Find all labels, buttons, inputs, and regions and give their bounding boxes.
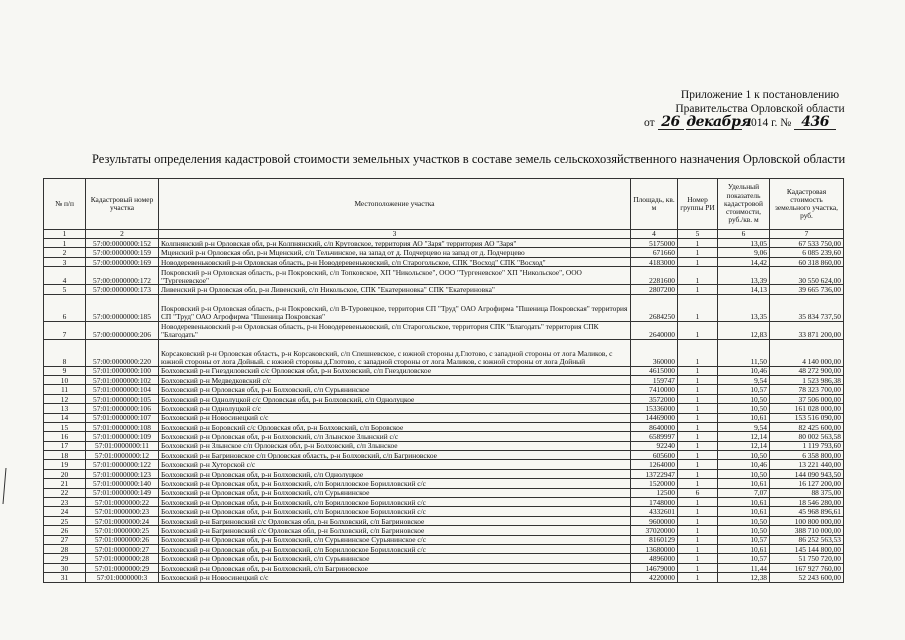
ri-group: 6 [678, 488, 718, 497]
cadastral-number: 57:01:0000000:109 [86, 432, 159, 441]
location: Покровский р-н Орловская область, р-н Покровский, с/п В-Туровецкое, территория СП "Труд" ОАО Агрофирма "Пшеница Покровская" территория СП "Труд" ОАО Агрофирма "Пшеница Покровская" [159, 294, 631, 321]
area: 37020000 [631, 526, 678, 535]
cadastral-cost: 39 665 736,00 [770, 285, 844, 294]
unit-cost: 10,46 [718, 366, 770, 375]
location: Болховский р-н Новосинецкий с/с [159, 573, 631, 582]
header-cell: Местоположение участка [159, 179, 631, 230]
row-number: 23 [44, 498, 86, 507]
cadastral-number: 57:01:0000000:11 [86, 441, 159, 450]
table-row [44, 563, 844, 572]
cadastral-number: 57:01:0000000:108 [86, 422, 159, 431]
cadastral-cost: 100 800 000,00 [770, 516, 844, 525]
area: 7410000 [631, 385, 678, 394]
location: Болховский р-н Медведковский с/с [159, 375, 631, 384]
cadastral-cost: 153 516 090,00 [770, 413, 844, 422]
cadastral-number: 57:01:0000000:26 [86, 535, 159, 544]
area: 360000 [631, 339, 678, 366]
location: Колпнянский р-н Орловская обл, р-н Колпнянский, с/п Крутовское, территория АО "Заря" территория АО "Заря" [159, 239, 631, 248]
table-row [44, 339, 844, 366]
unit-cost: 9,54 [718, 422, 770, 431]
column-number-row [44, 230, 844, 239]
row-number: 17 [44, 441, 86, 450]
column-number: 4 [631, 230, 678, 239]
location: Болховский р-н Хуторской с/с [159, 460, 631, 469]
cadastral-cost: 1 119 793,60 [770, 441, 844, 450]
location: Болховский р-н Орловская обл, р-н Болховский, с/п Борилловское Борилловский с/с [159, 507, 631, 516]
table-body [44, 179, 844, 583]
ri-group: 1 [678, 544, 718, 553]
cadastral-number: 57:01:0000000:122 [86, 460, 159, 469]
cadastral-cost: 167 927 760,00 [770, 563, 844, 572]
table-row [44, 321, 844, 339]
area: 3572000 [631, 394, 678, 403]
unit-cost: 12,14 [718, 441, 770, 450]
cadastral-cost: 82 425 600,00 [770, 422, 844, 431]
row-number: 18 [44, 451, 86, 460]
location: Болховский р-н Орловская обл, р-н Болховский, с/п Сурьянинское [159, 385, 631, 394]
location: Болховский р-н Злынское с/п Орловская обл, р-н Болховский, с/п Злынское [159, 441, 631, 450]
location: Покровский р-н Орловская область, р-н Покровский, с/п Топковское, ХП "Никольское", ООО "Тургеневское" ХП "Никольское", ООО "Тургеневское" [159, 267, 631, 285]
appendix-line-1: Приложение 1 к постановлению [680, 89, 840, 101]
row-number: 31 [44, 573, 86, 582]
table-row [44, 488, 844, 497]
location: Болховский р-н Орловская обл, р-н Болховский, с/п Однолуцкое [159, 469, 631, 478]
cadastral-cost: 16 127 200,00 [770, 479, 844, 488]
row-number: 30 [44, 563, 86, 572]
row-number: 15 [44, 422, 86, 431]
table-row [44, 422, 844, 431]
unit-cost: 10,57 [718, 554, 770, 563]
unit-cost: 13,05 [718, 239, 770, 248]
table-row [44, 366, 844, 375]
cadastral-cost: 18 546 280,00 [770, 498, 844, 507]
location: Болховский р-н Новосинецкий с/с [159, 413, 631, 422]
table-row [44, 516, 844, 525]
cadastral-number: 57:01:0000000:105 [86, 394, 159, 403]
cadastral-number: 57:01:0000000:24 [86, 516, 159, 525]
row-number: 24 [44, 507, 86, 516]
cadastral-number: 57:01:0000000:22 [86, 498, 159, 507]
cadastral-cost: 51 750 720,00 [770, 554, 844, 563]
cadastral-number: 57:01:0000000:28 [86, 554, 159, 563]
cadastral-number: 57:01:0000000:123 [86, 469, 159, 478]
cadastral-cost: 45 968 896,61 [770, 507, 844, 516]
location: Болховский р-н Однолуцкой с/с [159, 404, 631, 413]
location: Болховский р-н Орловская обл, р-н Болховский, с/п Сурьянинское Сурьянинское с/с [159, 535, 631, 544]
header-cell: Номер группы РИ [678, 179, 718, 230]
location: Болховский р-н Орловская обл, р-н Болховский, с/п Борилловское Борилловский с/с [159, 498, 631, 507]
table-row [44, 535, 844, 544]
cadastral-cost: 60 318 860,00 [770, 257, 844, 266]
cadastral-cost: 13 221 440,00 [770, 460, 844, 469]
table-row [44, 441, 844, 450]
location: Мценский р-н Орловская обл, р-н Мценский, с/п Тельчинское, на запад от д. Подчерцево на запад от д. Подчерцево [159, 248, 631, 257]
area: 4220000 [631, 573, 678, 582]
area: 14469000 [631, 413, 678, 422]
cadastral-number: 57:01:0000000:3 [86, 573, 159, 582]
unit-cost: 10,50 [718, 394, 770, 403]
location: Болховский р-н Орловская обл, р-н Болховский, с/п Багриновское [159, 563, 631, 572]
unit-cost: 10,46 [718, 460, 770, 469]
unit-cost: 10,61 [718, 544, 770, 553]
handwritten-month: декабря [686, 114, 752, 130]
table-row [44, 404, 844, 413]
cadastral-cost: 145 144 800,00 [770, 544, 844, 553]
unit-cost: 11,44 [718, 563, 770, 572]
row-number: 10 [44, 375, 86, 384]
ri-group: 1 [678, 573, 718, 582]
ri-group: 1 [678, 404, 718, 413]
ri-group: 1 [678, 375, 718, 384]
location: Новодеревеньковский р-н Орловская область, р-н Новодеревеньковский, с/п Старогольское, СПК "Восход" СПК "Восход" [159, 257, 631, 266]
unit-cost: 10,61 [718, 479, 770, 488]
cadastral-number: 57:01:0000000:29 [86, 563, 159, 572]
cadastral-cost: 6 085 239,60 [770, 248, 844, 257]
area: 1748000 [631, 498, 678, 507]
row-number: 9 [44, 366, 86, 375]
cadastral-cost: 388 710 000,00 [770, 526, 844, 535]
appendix-line-2: Правительства Орловской области [675, 103, 845, 115]
ri-group: 1 [678, 339, 718, 366]
cadastral-number: 57:00:0000000:206 [86, 321, 159, 339]
ri-group: 1 [678, 366, 718, 375]
row-number: 8 [44, 339, 86, 366]
ri-group: 1 [678, 285, 718, 294]
ri-group: 1 [678, 507, 718, 516]
appendix-block [640, 88, 880, 130]
cadastral-number: 57:01:0000000:102 [86, 375, 159, 384]
table-row [44, 267, 844, 285]
ri-group: 1 [678, 469, 718, 478]
cadastral-cost: 144 090 943,50 [770, 469, 844, 478]
ri-group: 1 [678, 248, 718, 257]
ri-group: 1 [678, 432, 718, 441]
table-row [44, 257, 844, 266]
row-number: 2 [44, 248, 86, 257]
unit-cost: 10,50 [718, 404, 770, 413]
area: 14679000 [631, 563, 678, 572]
date-prefix: от [644, 117, 655, 129]
ri-group: 1 [678, 554, 718, 563]
unit-cost: 10,50 [718, 469, 770, 478]
location: Болховский р-н Орловская обл, р-н Болховский, с/п Борилловское Борилловский с/с [159, 479, 631, 488]
row-number: 19 [44, 460, 86, 469]
row-number: 7 [44, 321, 86, 339]
cadastral-cost: 161 028 000,00 [770, 404, 844, 413]
cadastral-number: 57:01:0000000:149 [86, 488, 159, 497]
table-row [44, 554, 844, 563]
header-cell: Удельный показатель кадастровой стоимости, руб./кв. м [718, 179, 770, 230]
cadastral-number: 57:01:0000000:100 [86, 366, 159, 375]
table-row [44, 413, 844, 422]
location: Болховский р-н Однолуцкой с/с Орловская обл, р-н Болховский, с/п Однолуцкое [159, 394, 631, 403]
unit-cost: 10,50 [718, 516, 770, 525]
document-title: Результаты определения кадастровой стоимости земельных участков в составе земель сельскохозяйственного назначения Орловской области [92, 152, 846, 166]
ri-group: 1 [678, 239, 718, 248]
column-number: 6 [718, 230, 770, 239]
ri-group: 1 [678, 413, 718, 422]
location: Болховский р-н Боровский с/с Орловская обл, р-н Болховский, с/п Боровское [159, 422, 631, 431]
column-number: 3 [159, 230, 631, 239]
area: 5175000 [631, 239, 678, 248]
area: 2684250 [631, 294, 678, 321]
unit-cost: 10,61 [718, 507, 770, 516]
location: Болховский р-н Орловская обл, р-н Болховский, с/п Сурьянинское [159, 554, 631, 563]
area: 12500 [631, 488, 678, 497]
row-number: 26 [44, 526, 86, 535]
cadastral-cost: 80 002 563,58 [770, 432, 844, 441]
row-number: 25 [44, 516, 86, 525]
area: 2807200 [631, 285, 678, 294]
margin-mark [0, 466, 8, 506]
unit-cost: 14,13 [718, 285, 770, 294]
table-row [44, 248, 844, 257]
appendix-date-line [640, 116, 880, 130]
table-row [44, 294, 844, 321]
table-row [44, 460, 844, 469]
row-number: 6 [44, 294, 86, 321]
table-row [44, 239, 844, 248]
unit-cost: 14,42 [718, 257, 770, 266]
unit-cost: 10,50 [718, 526, 770, 535]
unit-cost: 9,06 [718, 248, 770, 257]
ri-group: 1 [678, 441, 718, 450]
area: 9600000 [631, 516, 678, 525]
cadastral-number: 57:01:0000000:12 [86, 451, 159, 460]
ri-group: 1 [678, 535, 718, 544]
area: 1264000 [631, 460, 678, 469]
table-row [44, 498, 844, 507]
cadastral-cost: 37 506 000,00 [770, 394, 844, 403]
table-row [44, 394, 844, 403]
row-number: 13 [44, 404, 86, 413]
cadastral-number: 57:01:0000000:104 [86, 385, 159, 394]
area: 92240 [631, 441, 678, 450]
ri-group: 1 [678, 385, 718, 394]
ri-group: 1 [678, 394, 718, 403]
location: Новодеревеньковский р-н Орловская область, р-н Новодеревеньковский, с/п Старогольское, территория СПК "Благодать" территория СПК "Благодать" [159, 321, 631, 339]
cadastral-number: 57:00:0000000:185 [86, 294, 159, 321]
cadastral-number: 57:01:0000000:25 [86, 526, 159, 535]
location: Болховский р-н Багриновский с/с Орловская обл, р-н Болховский, с/п Багриновское [159, 526, 631, 535]
area: 4896000 [631, 554, 678, 563]
area: 159747 [631, 375, 678, 384]
table-row [44, 479, 844, 488]
table-header-row [44, 179, 844, 230]
ri-group: 1 [678, 451, 718, 460]
row-number: 22 [44, 488, 86, 497]
area: 6589997 [631, 432, 678, 441]
cadastral-number: 57:01:0000000:23 [86, 507, 159, 516]
location: Болховский р-н Багриновское с/п Орловская область, р-н Болховский, с/п Багриновское [159, 451, 631, 460]
date-year: 2014 г. № [745, 117, 792, 129]
table-row [44, 573, 844, 582]
row-number: 28 [44, 544, 86, 553]
row-number: 14 [44, 413, 86, 422]
ri-group: 1 [678, 267, 718, 285]
column-number: 2 [86, 230, 159, 239]
location: Болховский р-н Багриновский с/с Орловская обл, р-н Болховский, с/п Багриновское [159, 516, 631, 525]
cadastral-number: 57:01:0000000:107 [86, 413, 159, 422]
handwritten-number: 436 [794, 116, 836, 130]
header-cell: Кадастровая стоимость земельного участка, руб. [770, 179, 844, 230]
location: Корсаковский р-н Орловская область, р-н Корсаковский, с/п Спешневское, с южной стороны д.Глотово, с западной стороны от лога Маликов, с южной стороны от лога Дойный. с южной стороны д.Глотово, с западной стороны от лога Маликов, с южной стороны от лога Дойный [159, 339, 631, 366]
cadastral-cost: 88 375,00 [770, 488, 844, 497]
row-number: 4 [44, 267, 86, 285]
unit-cost: 13,35 [718, 294, 770, 321]
location: Болховский р-н Орловская обл, р-н Болховский, с/п Сурьянинское [159, 488, 631, 497]
cadastral-table [43, 178, 844, 583]
table-row [44, 507, 844, 516]
cadastral-cost: 48 272 900,00 [770, 366, 844, 375]
table-row [44, 526, 844, 535]
ri-group: 1 [678, 498, 718, 507]
unit-cost: 10,57 [718, 535, 770, 544]
ri-group: 1 [678, 526, 718, 535]
cadastral-number: 57:00:0000000:169 [86, 257, 159, 266]
table-row [44, 432, 844, 441]
area: 4615000 [631, 366, 678, 375]
handwritten-day: 26 [658, 116, 684, 130]
area: 4183000 [631, 257, 678, 266]
cadastral-number: 57:00:0000000:159 [86, 248, 159, 257]
unit-cost: 10,50 [718, 451, 770, 460]
area: 13722947 [631, 469, 678, 478]
cadastral-cost: 30 550 624,00 [770, 267, 844, 285]
table-row [44, 469, 844, 478]
location: Ливенский р-н Орловская обл, р-н Ливенский, с/п Никольское, СПК "Екатериновка" СПК "Екатериновка" [159, 285, 631, 294]
row-number: 12 [44, 394, 86, 403]
row-number: 11 [44, 385, 86, 394]
location: Болховский р-н Орловская обл, р-н Болховский, с/п Злынское Злынский с/с [159, 432, 631, 441]
area: 671660 [631, 248, 678, 257]
header-cell: Площадь, кв. м [631, 179, 678, 230]
ri-group: 1 [678, 321, 718, 339]
area: 13680000 [631, 544, 678, 553]
row-number: 16 [44, 432, 86, 441]
cadastral-cost: 6 358 800,00 [770, 451, 844, 460]
table-row [44, 544, 844, 553]
ri-group: 1 [678, 422, 718, 431]
row-number: 27 [44, 535, 86, 544]
ri-group: 1 [678, 516, 718, 525]
cadastral-number: 57:01:0000000:106 [86, 404, 159, 413]
ri-group: 1 [678, 563, 718, 572]
cadastral-cost: 4 140 000,00 [770, 339, 844, 366]
unit-cost: 12,14 [718, 432, 770, 441]
row-number: 5 [44, 285, 86, 294]
unit-cost: 10,61 [718, 413, 770, 422]
ri-group: 1 [678, 257, 718, 266]
unit-cost: 9,54 [718, 375, 770, 384]
unit-cost: 12,83 [718, 321, 770, 339]
cadastral-cost: 35 834 737,50 [770, 294, 844, 321]
cadastral-cost: 52 243 600,00 [770, 573, 844, 582]
unit-cost: 10,61 [718, 498, 770, 507]
area: 2640000 [631, 321, 678, 339]
cadastral-cost: 67 533 750,00 [770, 239, 844, 248]
cadastral-cost: 78 323 700,00 [770, 385, 844, 394]
row-number: 21 [44, 479, 86, 488]
location: Болховский р-н Орловская обл, р-н Болховский, с/п Борилловское Борилловский с/с [159, 544, 631, 553]
table-row [44, 451, 844, 460]
unit-cost: 11,50 [718, 339, 770, 366]
column-number: 5 [678, 230, 718, 239]
unit-cost: 12,38 [718, 573, 770, 582]
row-number: 1 [44, 239, 86, 248]
cadastral-cost: 86 252 563,53 [770, 535, 844, 544]
ri-group: 1 [678, 294, 718, 321]
cadastral-number: 57:00:0000000:172 [86, 267, 159, 285]
area: 8640000 [631, 422, 678, 431]
row-number: 20 [44, 469, 86, 478]
header-cell: Кадастровый номер участка [86, 179, 159, 230]
row-number: 29 [44, 554, 86, 563]
location: Болховский р-н Гнездиловский с/с Орловская обл, р-н Болховский, с/п Гнездиловское [159, 366, 631, 375]
cadastral-number: 57:00:0000000:173 [86, 285, 159, 294]
area: 1520000 [631, 479, 678, 488]
area: 15336000 [631, 404, 678, 413]
table-row [44, 375, 844, 384]
table-row [44, 285, 844, 294]
column-number: 7 [770, 230, 844, 239]
row-number: 3 [44, 257, 86, 266]
ri-group: 1 [678, 479, 718, 488]
column-number: 1 [44, 230, 86, 239]
cadastral-cost: 33 871 200,00 [770, 321, 844, 339]
cadastral-number: 57:01:0000000:140 [86, 479, 159, 488]
cadastral-number: 57:01:0000000:27 [86, 544, 159, 553]
area: 605600 [631, 451, 678, 460]
unit-cost: 10,57 [718, 385, 770, 394]
area: 2281600 [631, 267, 678, 285]
cadastral-number: 57:00:0000000:220 [86, 339, 159, 366]
table-row [44, 385, 844, 394]
header-cell: № п/п [44, 179, 86, 230]
unit-cost: 13,39 [718, 267, 770, 285]
cadastral-number: 57:00:0000000:152 [86, 239, 159, 248]
unit-cost: 7,07 [718, 488, 770, 497]
ri-group: 1 [678, 460, 718, 469]
area: 4332601 [631, 507, 678, 516]
area: 8160129 [631, 535, 678, 544]
cadastral-cost: 1 523 986,38 [770, 375, 844, 384]
